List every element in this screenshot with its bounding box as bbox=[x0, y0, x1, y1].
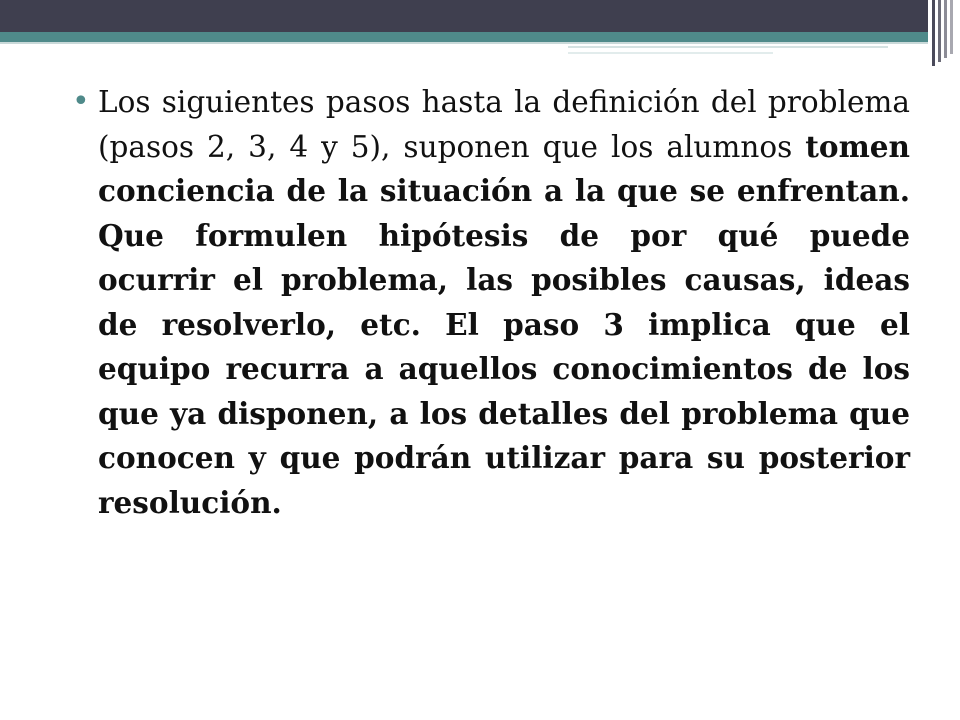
corner-bar-1 bbox=[932, 0, 935, 66]
corner-bar-4 bbox=[950, 0, 953, 54]
header-band-dark bbox=[0, 0, 960, 32]
header-rule-1 bbox=[0, 42, 935, 44]
header-band-accent bbox=[0, 32, 960, 42]
paragraph-normal-text: Los siguientes pasos hasta la definición del problema (pasos 2, 3, 4 y 5), suponen que los alumnos bbox=[98, 85, 910, 164]
header-rule-3 bbox=[568, 52, 773, 54]
header-rule-2 bbox=[568, 46, 888, 48]
slide-body bbox=[72, 80, 910, 525]
bullet-paragraph bbox=[72, 80, 910, 525]
paragraph-bold-text: tomen conciencia de la situación a la que se enfrentan. Que formulen hipótesis de por qué puede ocurrir el problema, las posibles causas, ideas de resolverlo, etc. El paso 3 implica que el equipo recurra a aquellos conocimientos de los que ya disponen, a los detalles del problema que conocen y que podrán utilizar para su posterior resolución. bbox=[98, 128, 910, 520]
bullet-icon: • bbox=[72, 84, 90, 119]
corner-bar-3 bbox=[944, 0, 947, 58]
corner-bar-2 bbox=[938, 0, 941, 62]
